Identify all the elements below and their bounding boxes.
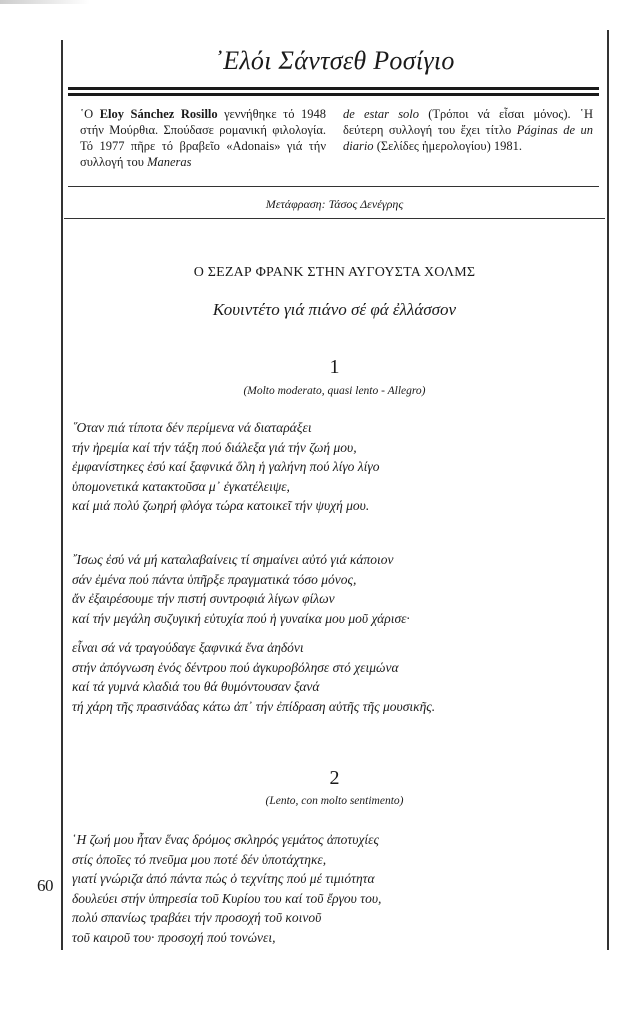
poem-line: ὑπομονετικά κατακτοῦσα μ᾿ ἐγκατέλειψε, <box>72 478 290 494</box>
bio-column-left <box>80 106 326 170</box>
poem-line: ῞Οταν πιά τίποτα δέν περίμενα νά διαταράξει <box>72 420 312 435</box>
bio-book-title: Páginas de un diario <box>343 123 593 153</box>
section-number: 2 <box>329 767 340 789</box>
poem-line: πολύ σπανίως τραβάει τήν προσοχή τοῦ κοινοῦ <box>72 910 322 926</box>
title-rule-bottom <box>68 93 599 96</box>
bio-text: (Σελίδες ἡμερολογίου) 1981. <box>373 139 523 153</box>
page-number: 60 <box>37 876 53 895</box>
poem-line: στίς ὁποῖες τό πνεῦμα μου ποτέ δέν ὑποτάχτηκε, <box>72 851 327 867</box>
bio-book-title: Maneras <box>147 155 192 169</box>
bio-book-title: de estar solo <box>343 107 420 121</box>
poem-line: δουλεύει στήν ὑπηρεσία τοῦ Κυρίου του καί τοῦ ἔργου του, <box>72 890 382 906</box>
poem-line: ἐμφανίστηκες ἐσύ καί ξαφνικά ὅλη ἡ γαλήνη πού λίγο λίγο <box>72 459 380 475</box>
poem-title: Ο ΣΕΖΑΡ ΦΡΑΝΚ ΣΤΗΝ ΑΥΓΟΥΣΤΑ ΧΟΛΜΣ <box>193 265 476 280</box>
stanza <box>72 830 602 948</box>
stanza <box>72 550 602 628</box>
poem-subtitle: Κουιντέτο γιά πιάνο σέ φά ἐλλάσσον <box>212 300 457 319</box>
poem-line: καί τήν μεγάλη συζυγική εὐτυχία πού ἡ γυναίκα μου μοῦ χάρισε· <box>72 610 410 626</box>
poem-line: τήν ἠρεμία καί τήν τάξη πού διάλεξα γιά τήν ζωή μου, <box>72 439 357 455</box>
left-margin-rule <box>61 40 63 950</box>
poem-line: ῾Η ζωή μου ἦταν ἕνας δρόμος σκληρός γεμάτος ἀποτυχίες <box>72 832 379 847</box>
section-number: 1 <box>329 356 340 378</box>
stanza <box>72 638 602 716</box>
tempo-marking: (Molto moderato, quasi lento - Allegro) <box>243 385 426 397</box>
poem-line: τοῦ καιροῦ του· προσοχή πού τονώνει, <box>72 929 276 945</box>
bio-author-name: Eloy Sánchez Rosillo <box>99 107 218 121</box>
poem-line: γιατί γνώριζα ἀπό πάντα πώς ὁ τεχνίτης πού μέ τιμιότητα <box>72 871 375 887</box>
poem-line: ἄν ἐξαιρέσουμε τήν πιστή συντροφιά λίγων φίλων <box>72 591 335 607</box>
poem-line: τή χάρη τῆς πρασινάδας κάτω ἀπ᾿ τήν ἐπίδραση αὐτῆς τῆς μουσικῆς. <box>72 698 436 714</box>
tempo-marking: (Lento, con molto sentimento) <box>265 795 404 807</box>
bio-divider <box>68 186 599 187</box>
poem-line: στήν ἀπόγνωση ἑνός δέντρου πού ἀγκυροβόλησε στό χειμώνα <box>72 659 399 675</box>
translator-credit: Μετάφραση: Τάσος Δενέγρης <box>265 197 404 211</box>
right-margin-rule <box>607 30 609 950</box>
scan-smudge <box>0 0 90 4</box>
stanza <box>72 418 602 516</box>
bio-text: ῾Ο <box>80 107 100 121</box>
poem-line: καί τά γυμνά κλαδιά του θά θυμόντουσαν ξανά <box>72 679 320 695</box>
poem-line: εἶναι σά νά τραγούδαγε ξαφνικά ἕνα ἀηδόνι <box>72 640 304 655</box>
bio-column-right <box>343 106 593 170</box>
header-divider <box>64 218 605 219</box>
poem-line: καί μιά πολύ ζωηρή φλόγα τώρα κατοικεῖ τήν ψυχή μου. <box>72 498 370 514</box>
bio-text: (Τρόποι νά εἶσαι μόνος). ῾Η δεύτερη συλλογή του ἔχει τίτλο <box>343 107 593 137</box>
author-bio <box>80 106 593 170</box>
poem-line: σάν ἐμένα πού πάντα ὑπῆρξε πραγματικά τόσο μόνος, <box>72 571 357 587</box>
title-rule-top <box>68 87 599 90</box>
poem-line: ῎Ισως ἐσύ νά μή καταλαβαίνεις τί σημαίνει αὐτό γιά κάποιον <box>72 552 394 567</box>
author-title: ᾿Ελόι Σάντσεθ Ροσίγιο <box>214 46 455 75</box>
bio-text: γεννήθηκε τό 1948 στήν Μούρθια. Σπούδασε ρομανική φιλολογία. Τό 1977 πῆρε τό βραβεῖο «Adonais» γιά τήν συλλογή του <box>80 107 326 169</box>
